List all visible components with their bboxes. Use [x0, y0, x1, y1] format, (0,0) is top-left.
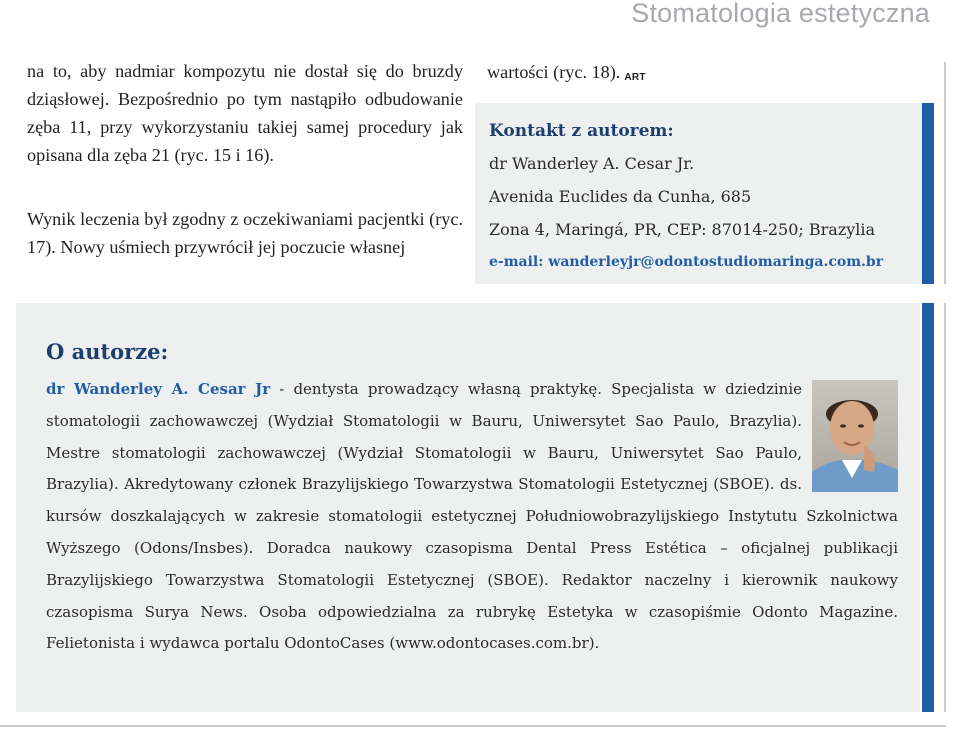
- section-title: Stomatologia estetyczna: [631, 0, 930, 28]
- paragraph-continuation: wartości (ryc. 18).: [487, 62, 621, 82]
- paragraph: na to, aby nadmiar kompozytu nie dostał się do bruzdy dziąsłowej. Bezpośrednio po tym nastąpiło odbudowanie zęba 11, przy wykorzystaniu takiej samej procedury jak opisana dla zęba 21 (ryc. 15 i 16).: [27, 61, 463, 165]
- bottom-rule: [0, 725, 946, 727]
- contact-city: Zona 4, Maringá, PR, CEP: 87014-250; Brazylia: [489, 220, 876, 239]
- contact-street: Avenida Euclides da Cunha, 685: [489, 187, 752, 206]
- left-text-column: [27, 57, 463, 261]
- author-side-rule: [944, 303, 946, 712]
- contact-box: [475, 103, 934, 284]
- author-name: dr Wanderley A. Cesar Jr: [46, 380, 271, 398]
- author-heading: O autorze:: [46, 339, 169, 364]
- article-end-mark: ART: [624, 72, 646, 83]
- contact-accent-bar: [922, 103, 934, 284]
- author-bio-text: - dentysta prowadzący własną praktykę. Specjalista w dziedzinie stomatologii zachowawczej (Wydział Stomatologii w Bauru, Uniwersytet Sao Paulo, Brazylia). Mestre stomatologii zachowawczej (Wydział Stomatologii w Bauru, Uniwersytet Sao Paulo, Brazylia). Akredytowany członek Brazylijskiego Towarzystwa Stomatologii Estetycznej (SBOE). ds. kursów doszkalających w zakresie stomatologii estetycznej Południowobrazylijskiego Instytutu Szkolnictwa Wyższego (Odons/Insbes). Doradca naukowy czasopisma Dental Press Estética – oficjalnej publikacji Brazylijskiego Towarzystwa Stomatologii Estetycznej (SBOE). Redaktor naczelny i kierownik naukowy czasopisma Surya News. Osoba odpowiedzialna za rubrykę Estetyka w czasopiśmie Odonto Magazine. Felietonista i wydawca portalu OdontoCases (www.odontocases.com.br).: [46, 380, 898, 653]
- contact-side-rule: [944, 62, 946, 284]
- author-bio: [46, 374, 898, 660]
- author-photo: [812, 380, 898, 492]
- paragraph: Wynik leczenia był zgodny z oczekiwaniami pacjentki (ryc. 17). Nowy uśmiech przywrócił jej poczucie własnej: [27, 209, 463, 257]
- contact-email[interactable]: e-mail: wanderleyjr@odontostudiomaringa.com.br: [489, 254, 884, 270]
- contact-heading: Kontakt z autorem:: [489, 121, 674, 141]
- contact-name: dr Wanderley A. Cesar Jr.: [489, 154, 695, 173]
- right-text-continuation: [487, 58, 917, 92]
- author-accent-bar: [922, 303, 934, 712]
